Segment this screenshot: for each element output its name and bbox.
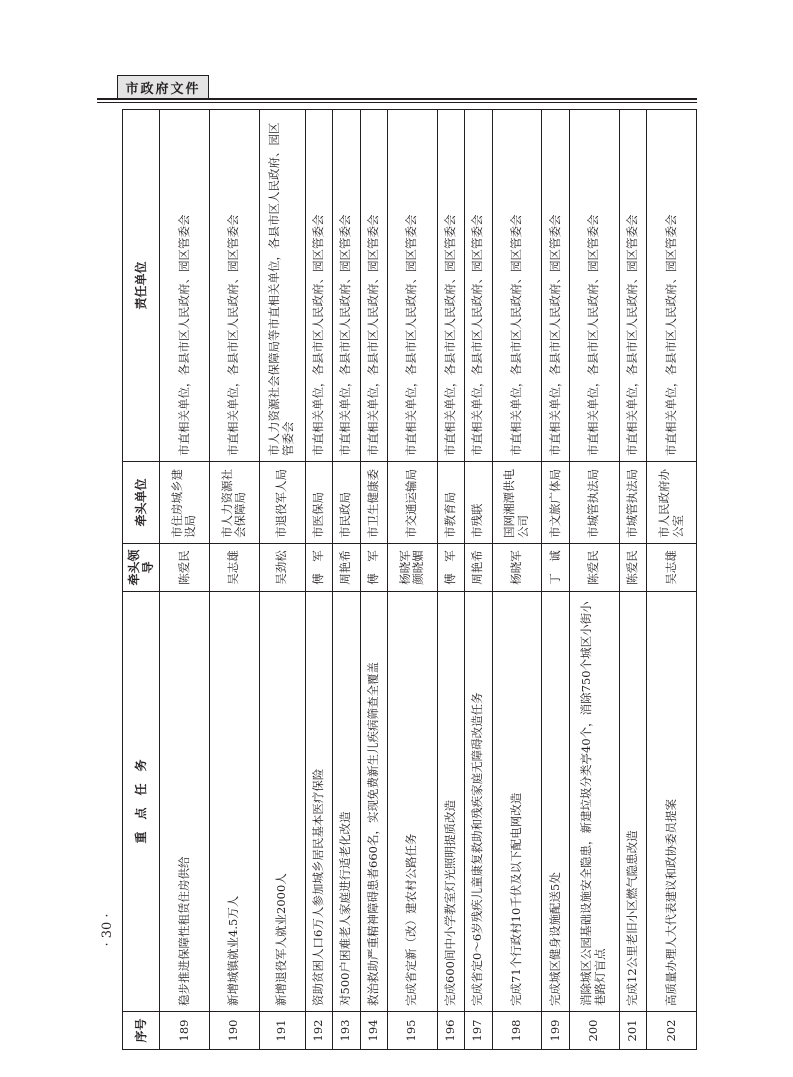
cell-leader: 周艳希 bbox=[333, 544, 360, 592]
cell-task: 救治救助严重精神障碍患者660名，实现免费新生儿疾病筛查全覆盖 bbox=[360, 592, 387, 1012]
table-row bbox=[492, 110, 542, 1050]
table-row bbox=[437, 110, 464, 1050]
cell-leader: 吴志雄 bbox=[209, 544, 259, 592]
cell-task: 新增退役军人就业2000人 bbox=[259, 592, 305, 1012]
cell-lead-unit: 市人力资源社会保障局 bbox=[209, 462, 259, 544]
table-row bbox=[259, 110, 305, 1050]
cell-lead-unit: 市退役军人局 bbox=[259, 462, 305, 544]
cell-lead-unit: 国网湘潭供电公司 bbox=[492, 462, 542, 544]
header-rule-thick bbox=[97, 98, 697, 100]
cell-lead-unit: 市医保局 bbox=[305, 462, 332, 544]
cell-responsible: 市直相关单位，各县市区人民政府、园区管委会 bbox=[619, 110, 646, 462]
task-table-rotated bbox=[122, 110, 697, 1050]
cell-no: 196 bbox=[437, 1012, 464, 1050]
cell-responsible: 市直相关单位，各县市区人民政府、园区管委会 bbox=[360, 110, 387, 462]
cell-task: 对500户困难老人家庭进行适老化改造 bbox=[333, 592, 360, 1012]
cell-lead-unit: 市残联 bbox=[465, 462, 492, 544]
table-row bbox=[647, 110, 697, 1050]
table-row bbox=[360, 110, 387, 1050]
cell-responsible: 市直相关单位，各县市区人民政府、园区管委会 bbox=[387, 110, 437, 462]
cell-lead-unit: 市卫生健康委 bbox=[360, 462, 387, 544]
cell-task: 完成省定新（改）建农村公路任务 bbox=[387, 592, 437, 1012]
cell-task: 消除城区公园基础设施安全隐患，新建垃圾分类亭40个，消除750个城区小街小巷路灯盲点 bbox=[569, 592, 619, 1012]
col-header-no: 序号 bbox=[123, 1012, 160, 1050]
cell-no: 194 bbox=[360, 1012, 387, 1050]
cell-no: 192 bbox=[305, 1012, 332, 1050]
cell-no: 189 bbox=[160, 1012, 210, 1050]
col-header-leader: 牵头领导 bbox=[123, 544, 160, 592]
cell-lead-unit: 市民政局 bbox=[333, 462, 360, 544]
cell-responsible: 市直相关单位，各县市区人民政府、园区管委会 bbox=[647, 110, 697, 462]
cell-responsible: 市直相关单位，各县市区人民政府、园区管委会 bbox=[465, 110, 492, 462]
cell-no: 195 bbox=[387, 1012, 437, 1050]
cell-lead-unit: 市住房城乡建设局 bbox=[160, 462, 210, 544]
cell-leader: 吴劲松 bbox=[259, 544, 305, 592]
cell-responsible: 市直相关单位，各县市区人民政府、园区管委会 bbox=[569, 110, 619, 462]
cell-leader: 吴志雄 bbox=[647, 544, 697, 592]
cell-no: 200 bbox=[569, 1012, 619, 1050]
cell-no: 198 bbox=[492, 1012, 542, 1050]
table-row bbox=[542, 110, 569, 1050]
col-header-lead-unit: 牵头单位 bbox=[123, 462, 160, 544]
table-header-row bbox=[123, 110, 160, 1050]
cell-responsible: 市直相关单位，各县市区人民政府、园区管委会 bbox=[542, 110, 569, 462]
cell-leader: 陈爱民 bbox=[160, 544, 210, 592]
document-category-tag: 市政府文件 bbox=[117, 75, 209, 99]
cell-leader: 傅 军 bbox=[305, 544, 332, 592]
cell-task: 资助贫困人口6万人参加城乡居民基本医疗保险 bbox=[305, 592, 332, 1012]
task-table bbox=[122, 109, 697, 1050]
cell-no: 197 bbox=[465, 1012, 492, 1050]
table-row bbox=[160, 110, 210, 1050]
cell-leader: 杨晓军 颜晓媚 bbox=[387, 544, 437, 592]
cell-lead-unit: 市城管执法局 bbox=[569, 462, 619, 544]
cell-responsible: 市直相关单位，各县市区人民政府、园区管委会 bbox=[305, 110, 332, 462]
cell-no: 201 bbox=[619, 1012, 646, 1050]
table-row bbox=[465, 110, 492, 1050]
cell-responsible: 市直相关单位，各县市区人民政府、园区管委会 bbox=[333, 110, 360, 462]
cell-lead-unit: 市交通运输局 bbox=[387, 462, 437, 544]
cell-responsible: 市直相关单位，各县市区人民政府、园区管委会 bbox=[437, 110, 464, 462]
cell-task: 完成省定0～6岁残疾儿童康复救助和残疾家庭无障碍改造任务 bbox=[465, 592, 492, 1012]
col-header-task: 重 点 任 务 bbox=[123, 592, 160, 1012]
cell-leader: 周艳希 bbox=[465, 544, 492, 592]
table-row bbox=[387, 110, 437, 1050]
cell-leader: 丁 诚 bbox=[542, 544, 569, 592]
cell-no: 193 bbox=[333, 1012, 360, 1050]
cell-leader: 傅 军 bbox=[437, 544, 464, 592]
cell-leader: 杨晓军 bbox=[492, 544, 542, 592]
cell-no: 199 bbox=[542, 1012, 569, 1050]
cell-lead-unit: 市文旅广体局 bbox=[542, 462, 569, 544]
cell-task: 稳步推进保障性租赁住房供给 bbox=[160, 592, 210, 1012]
cell-responsible: 市直相关单位，各县市区人民政府、园区管委会 bbox=[209, 110, 259, 462]
page-number: · 30 · bbox=[100, 913, 115, 947]
table-row bbox=[305, 110, 332, 1050]
cell-leader: 陈爱民 bbox=[569, 544, 619, 592]
cell-responsible: 市人力资源社会保障局等市直相关单位，各县市区人民政府、园区管委会 bbox=[259, 110, 305, 462]
table-row bbox=[209, 110, 259, 1050]
cell-no: 191 bbox=[259, 1012, 305, 1050]
cell-lead-unit: 市人民政府办公室 bbox=[647, 462, 697, 544]
table-row bbox=[333, 110, 360, 1050]
cell-lead-unit: 市教育局 bbox=[437, 462, 464, 544]
cell-leader: 陈爱民 bbox=[619, 544, 646, 592]
cell-responsible: 市直相关单位，各县市区人民政府、园区管委会 bbox=[492, 110, 542, 462]
header-rule-thin bbox=[97, 102, 697, 103]
table-row bbox=[619, 110, 646, 1050]
cell-task: 完成600间中小学教室灯光照明提质改造 bbox=[437, 592, 464, 1012]
cell-responsible: 市直相关单位，各县市区人民政府、园区管委会 bbox=[160, 110, 210, 462]
cell-task: 高质量办理人大代表建议和政协委员提案 bbox=[647, 592, 697, 1012]
cell-task: 完成12公里老旧小区燃气隐患改造 bbox=[619, 592, 646, 1012]
col-header-responsible: 责任单位 bbox=[123, 110, 160, 462]
cell-no: 202 bbox=[647, 1012, 697, 1050]
cell-task: 完成城区健身设施配送5处 bbox=[542, 592, 569, 1012]
cell-lead-unit: 市城管执法局 bbox=[619, 462, 646, 544]
cell-task: 完成71个行政村10千伏及以下配电网改造 bbox=[492, 592, 542, 1012]
table-row bbox=[569, 110, 619, 1050]
cell-leader: 傅 军 bbox=[360, 544, 387, 592]
cell-task: 新增城镇就业4.5万人 bbox=[209, 592, 259, 1012]
cell-no: 190 bbox=[209, 1012, 259, 1050]
